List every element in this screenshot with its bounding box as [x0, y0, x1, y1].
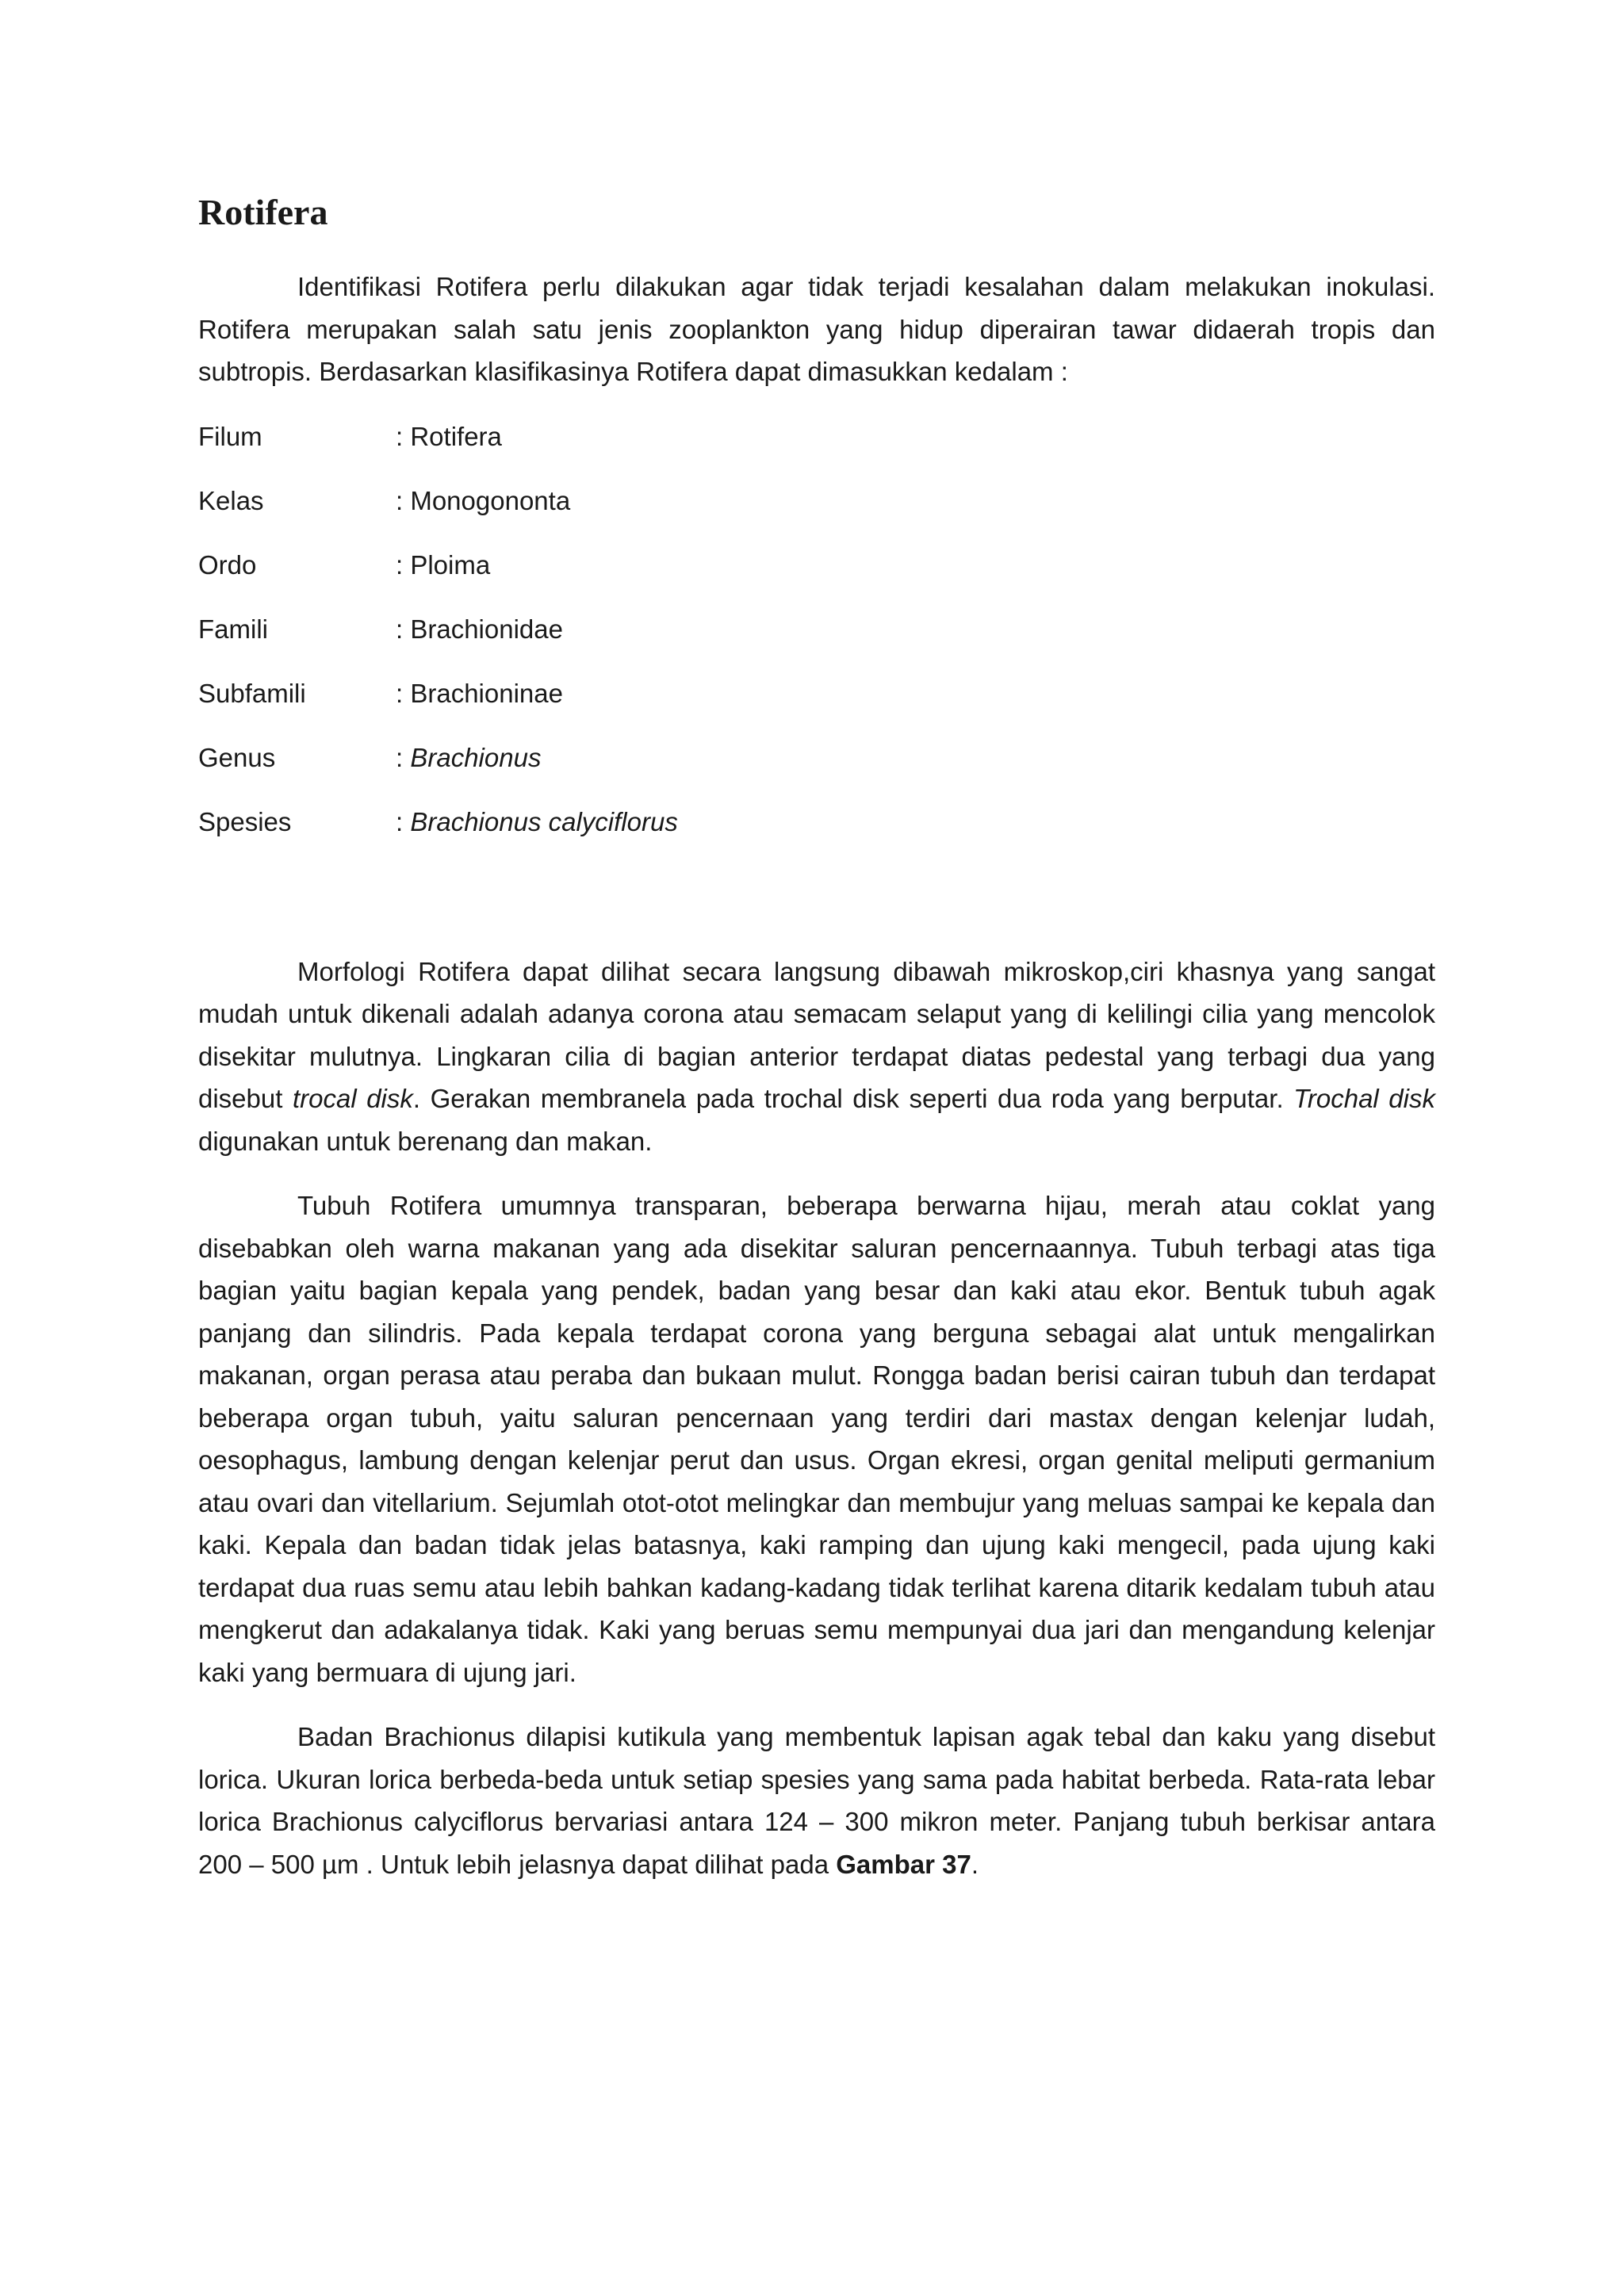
classification-value — [396, 608, 563, 672]
classification-label: Kelas — [198, 485, 264, 515]
classification-row-famili — [198, 608, 1435, 672]
classification-row-subfamili — [198, 672, 1435, 737]
classification-value — [396, 415, 502, 480]
badan-paragraph — [198, 1716, 1435, 1885]
classification-value-text: Brachionus calyciflorus — [410, 806, 678, 836]
classification-row-spesies — [198, 801, 1435, 865]
classification-value-text: Brachionus — [410, 742, 542, 772]
colon: : — [396, 678, 411, 708]
classification-label: Famili — [198, 614, 268, 644]
classification-value — [396, 672, 563, 737]
page-title: Rotifera — [198, 192, 328, 232]
classification-label: Genus — [198, 742, 276, 772]
figure-reference: Gambar 37 — [836, 1849, 971, 1879]
colon: : — [396, 614, 411, 644]
text-span: Badan Brachionus dilapisi kutikula yang membentuk lapisan agak tebal dan kaku yang disebut lorica. Ukuran lorica berbeda-beda untuk setiap spesies yang sama pada habitat berbeda. Rata-rata lebar lorica Brachionus calyciflorus bervariasi antara 124 – 300 mikron meter. Panjang tubuh berkisar antara 200 – 500 µm . Untuk lebih jelasnya dapat dilihat pada — [198, 1722, 1435, 1879]
classification-value — [396, 801, 678, 865]
colon: : — [396, 806, 411, 836]
classification-value — [396, 544, 490, 608]
classification-label: Filum — [198, 421, 262, 451]
intro-paragraph: Identifikasi Rotifera perlu dilakukan agar tidak terjadi kesalahan dalam melakukan inokulasi. Rotifera merupakan salah satu jenis zooplankton yang hidup diperairan tawar didaerah tropis dan subtropis. Berdasarkan klasifikasinya Rotifera dapat dimasukkan kedalam : — [198, 272, 1435, 387]
classification-row-kelas — [198, 480, 1435, 544]
text-span: . — [971, 1849, 979, 1879]
text-span: Morfologi Rotifera dapat dilihat secara langsung dibawah mikroskop,ciri khasnya yang sangat mudah untuk dikenali adalah adanya corona atau semacam selaput yang di kelilingi cilia yang mencolok disekitar mulutnya. Lingkaran cilia di bagian anterior terdapat diatas pedestal yang terbagi dua yang disebut — [198, 956, 1435, 1114]
classification-value — [396, 737, 541, 801]
text-span: digunakan untuk berenang dan makan. — [198, 1126, 653, 1156]
classification-value-text: Rotifera — [410, 421, 502, 451]
classification-value-text: Brachioninae — [410, 678, 563, 708]
classification-label: Spesies — [198, 806, 292, 836]
tubuh-paragraph: Tubuh Rotifera umumnya transparan, beberapa berwarna hijau, merah atau coklat yang disebabkan oleh warna makanan yang ada disekitar saluran pencernaannya. Tubuh terbagi atas tiga bagian yaitu bagian kepala yang pendek, badan yang besar dan kaki atau ekor. Bentuk tubuh agak panjang dan silindris. Pada kepala terdapat corona yang berguna sebagai alat untuk mengalirkan makanan, organ perasa atau peraba dan bukaan mulut. Rongga badan berisi cairan tubuh dan terdapat beberapa organ tubuh, yaitu saluran pencernaan yang terdiri dari mastax dengan kelenjar ludah, oesophagus, lambung dengan kelenjar perut dan usus. Organ ekresi, organ genital meliputi germanium atau ovari dan vitellarium. Sejumlah otot-otot melingkar dan membujur yang meluas sampai ke kepala dan kaki. Kepala dan badan tidak jelas batasnya, kaki ramping dan ujung kaki mengecil, pada ujung kaki terdapat dua ruas semu atau lebih bahkan kadang-kadang tidak terlihat karena ditarik kedalam tubuh atau mengkerut dan adakalanya tidak. Kaki yang beruas semu mempunyai dua jari dan mengandung kelenjar kaki yang bermuara di ujung jari. — [198, 1191, 1435, 1687]
classification-value-text: Monogononta — [410, 485, 571, 515]
text-span: . Gerakan membranela pada trochal disk seperti dua roda yang berputar. — [412, 1084, 1294, 1114]
classification-list — [198, 415, 1435, 865]
colon: : — [396, 742, 411, 772]
classification-label: Ordo — [198, 549, 257, 580]
italic-term: trocal disk — [292, 1084, 413, 1114]
classification-row-filum — [198, 415, 1435, 480]
document-page — [198, 190, 1435, 1908]
italic-term: Trochal disk — [1293, 1084, 1435, 1114]
classification-value — [396, 480, 570, 544]
classification-row-genus — [198, 737, 1435, 801]
colon: : — [396, 549, 411, 580]
classification-row-ordo — [198, 544, 1435, 608]
colon: : — [396, 485, 411, 515]
classification-label: Subfamili — [198, 678, 306, 708]
classification-value-text: Brachionidae — [410, 614, 563, 644]
morfologi-paragraph — [198, 951, 1435, 1163]
classification-value-text: Ploima — [410, 549, 491, 580]
colon: : — [396, 421, 411, 451]
